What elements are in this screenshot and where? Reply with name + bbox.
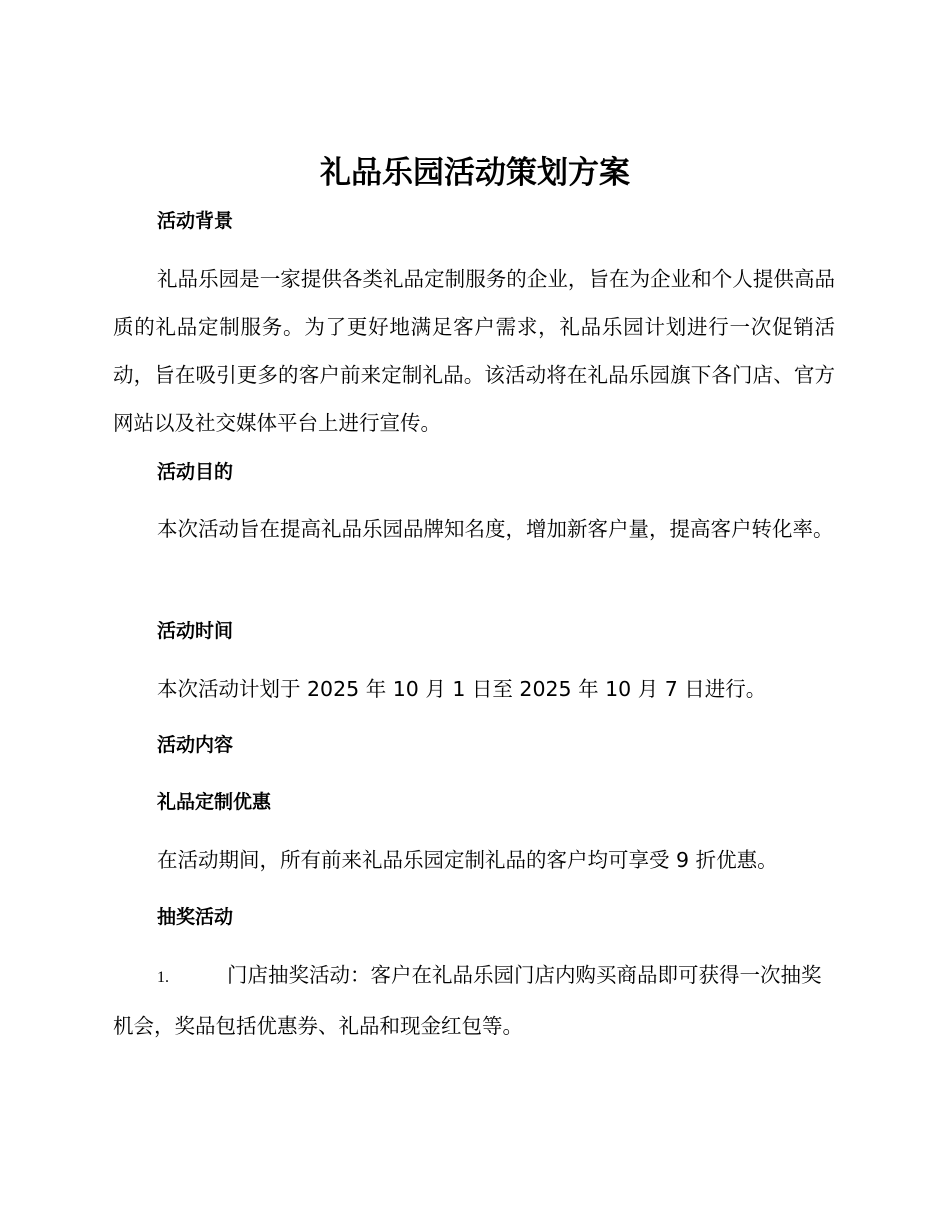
list-item-text: 门店抽奖活动：客户在礼品乐园门店内购买商品即可获得一次抽奖机会，奖品包括优惠券、礼品和现金红包等。 <box>113 963 822 1038</box>
section-heading-time: 活动时间 <box>157 620 234 642</box>
lottery-list-item <box>113 951 835 1050</box>
section-heading-discount: 礼品定制优惠 <box>157 791 272 813</box>
background-paragraph: 礼品乐园是一家提供各类礼品定制服务的企业，旨在为企业和个人提供高品质的礼品定制服务。为了更好地满足客户需求，礼品乐园计划进行一次促销活动，旨在吸引更多的客户前来定制礼品。该活动将在礼品乐园旗下各门店、官方网站以及社交媒体平台上进行宣传。 <box>113 267 835 435</box>
section-heading-purpose: 活动目的 <box>157 461 234 483</box>
discount-paragraph: 在活动期间，所有前来礼品乐园定制礼品的客户均可享受 9 折优惠。 <box>157 848 778 872</box>
purpose-paragraph: 本次活动旨在提高礼品乐园品牌知名度，增加新客户量，提高客户转化率。 <box>157 517 834 541</box>
section-heading-background: 活动背景 <box>157 210 234 232</box>
section-heading-content: 活动内容 <box>157 734 234 756</box>
list-item-number: 1. <box>157 969 169 986</box>
time-paragraph: 本次活动计划于 2025 年 10 月 1 日至 2025 年 10 月 7 日进行。 <box>157 677 767 701</box>
section-heading-lottery: 抽奖活动 <box>157 906 234 928</box>
document-title: 礼品乐园活动策划方案 <box>320 155 630 191</box>
